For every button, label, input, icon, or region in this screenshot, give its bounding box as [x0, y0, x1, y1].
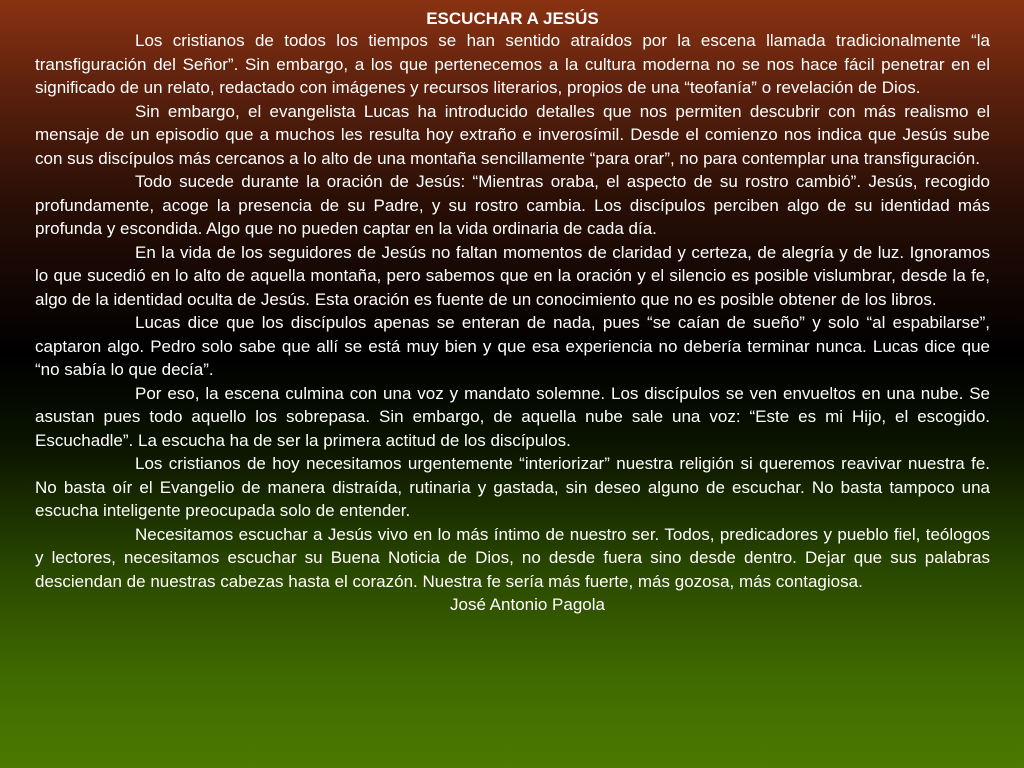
paragraph-8: Necesitamos escuchar a Jesús vivo en lo más íntimo de nuestro ser. Todos, predicadores y pueblo fiel, teólogos y lectores, necesitamos escuchar su Buena Noticia de Dios, no desde fuera sino desde dentro. Dejar que sus palabras desciendan de nuestras cabezas hasta el corazón. Nuestra fe sería más fuerte, más gozosa, más contagiosa.	[35, 524, 990, 591]
paragraph-1: Los cristianos de todos los tiempos se han sentido atraídos por la escena llamada tradicionalmente “la transfiguración del Señor”. Sin embargo, a los que pertenecemos a la cultura moderna no se nos hace fácil penetrar en el significado de un relato, redactado con imágenes y recursos literarios, propios de una “teofanía” o revelación de Dios.	[35, 31, 990, 97]
paragraph-6: Por eso, la escena culmina con una voz y mandato solemne. Los discípulos se ven envueltos en una nube. Se asustan pues todo aquello los sobrepasa. Sin embargo, de aquella nube sale una voz: “Este es mi Hijo, el escogido. Escuchadle”. La escucha ha de ser la primera actitud de los discípulos.	[35, 383, 990, 450]
paragraph-4: En la vida de los seguidores de Jesús no faltan momentos de claridad y certeza, de alegría y de luz. Ignoramos lo que sucedió en lo alto de aquella montaña, pero sabemos que en la oración y el silencio es posible vislumbrar, desde la fe, algo de la identidad oculta de Jesús. Esta oración es fuente de un conocimiento que no es posible obtener de los libros.	[35, 242, 990, 309]
author-signature: José Antonio Pagola	[449, 595, 605, 614]
slide-content	[35, 8, 990, 617]
paragraph-3: Todo sucede durante la oración de Jesús: “Mientras oraba, el aspecto de su rostro cambió”. Jesús, recogido profundamente, acoge la presencia de su Padre, y su rostro cambia. Los discípulos perciben algo de su identidad más profunda y escondida. Algo que no pueden captar en la vida ordinaria de cada día.	[35, 172, 990, 238]
paragraph-7: Los cristianos de hoy necesitamos urgentemente “interiorizar” nuestra religión si queremos reavivar nuestra fe. No basta oír el Evangelio de manera distraída, rutinaria y gastada, sin deseo alguno de escuchar. No basta tampoco una escucha inteligente preocupada solo de entender.	[35, 454, 990, 520]
document-title: ESCUCHAR A JESÚS	[426, 9, 599, 28]
paragraph-5: Lucas dice que los discípulos apenas se enteran de nada, pues “se caían de sueño” y solo “al espabilarse”, captaron algo. Pedro solo sabe que allí se está muy bien y que esa experiencia no debería terminar nunca. Lucas dice que “no sabía lo que decía”.	[35, 313, 990, 379]
paragraph-2: Sin embargo, el evangelista Lucas ha introducido detalles que nos permiten descubrir con más realismo el mensaje de un episodio que a muchos les resulta hoy extraño e inverosímil. Desde el comienzo nos indica que Jesús sube con sus discípulos más cercanos a lo alto de una montaña sencillamente “para orar”, no para contemplar una transfiguración.	[35, 101, 990, 168]
